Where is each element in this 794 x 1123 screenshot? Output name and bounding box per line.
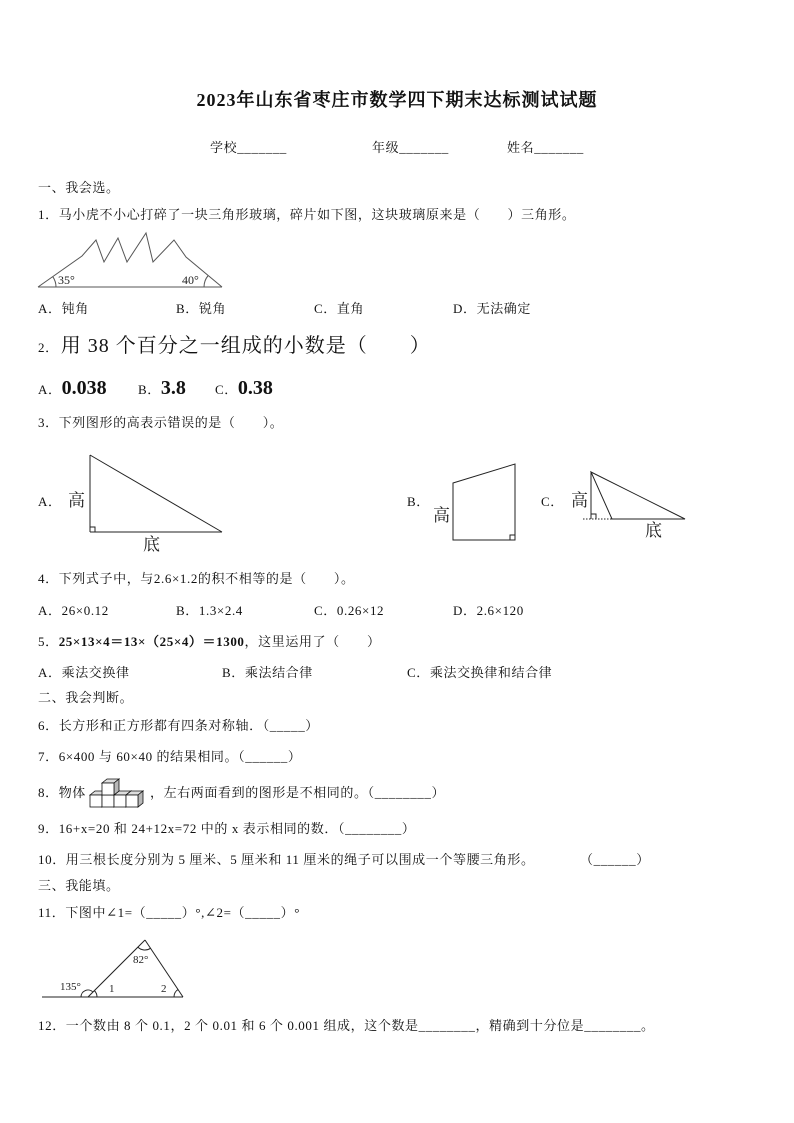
question-5 bbox=[38, 634, 381, 650]
question-3-text: 3．下列图形的高表示错误的是（ ）。 bbox=[38, 415, 284, 430]
trapezoid-outline bbox=[453, 464, 515, 540]
cube-stack-figure bbox=[88, 776, 148, 810]
question-12-text: 12．一个数由 8 个 0.1，2 个 0.01 和 6 个 0.001 组成，这个数是________，精确到十分位是________。 bbox=[38, 1018, 655, 1033]
q3-figure-b-label: B． bbox=[407, 494, 430, 509]
q3-figure-c-label: C． bbox=[541, 494, 564, 509]
q11-triangle-figure bbox=[38, 935, 190, 1003]
q1-option-a: A．钝角 bbox=[38, 301, 89, 316]
question-5-expression: 25×13×4＝13×（25×4）＝1300 bbox=[58, 634, 245, 649]
q3-figure-a-label: A． bbox=[38, 494, 62, 509]
q1-option-d: D．无法确定 bbox=[453, 301, 531, 316]
angle-2-label: 2 bbox=[161, 983, 167, 995]
right-angle-marker bbox=[591, 514, 596, 519]
triangle-c-base-label: 底 bbox=[645, 521, 662, 540]
q1-option-b: B．锐角 bbox=[176, 301, 227, 316]
apex-angle-label: 82° bbox=[133, 954, 149, 966]
question-4-text: 4．下列式子中，与2.6×1.2的积不相等的是（ ）。 bbox=[38, 571, 355, 586]
question-2-number: 2． bbox=[38, 340, 59, 355]
question-9-text: 9．16+x=20 和 24+12x=72 中的 x 表示相同的数．（________） bbox=[38, 821, 416, 836]
trapezoid-height-label: 高 bbox=[433, 506, 450, 525]
angle-1-arc bbox=[94, 991, 97, 997]
left-angle-arc bbox=[53, 277, 56, 287]
right-angle-arc bbox=[204, 276, 208, 288]
question-10-blank: （______） bbox=[580, 852, 650, 867]
q1-option-c: C．直角 bbox=[314, 301, 365, 316]
apex-angle-arc bbox=[138, 947, 151, 950]
triangle-a-base-label: 底 bbox=[143, 535, 160, 554]
question-6-text: 6．长方形和正方形都有四条对称轴．（_____） bbox=[38, 718, 319, 733]
question-5-text: ，这里运用了（ ） bbox=[244, 634, 381, 649]
grade-field: 年级_______ bbox=[372, 140, 449, 155]
q2-option-b bbox=[138, 376, 186, 402]
section-1-heading: 一、我会选。 bbox=[38, 180, 120, 195]
cube-top-stacked bbox=[102, 779, 119, 795]
q2-option-c bbox=[215, 376, 273, 402]
q2-option-b-value: 3.8 bbox=[160, 377, 186, 399]
q3-trapezoid-figure bbox=[428, 458, 520, 546]
question-5-number: 5． bbox=[38, 634, 59, 649]
triangle-c-height-label: 高 bbox=[571, 491, 588, 510]
exterior-angle-label: 135° bbox=[60, 981, 81, 993]
q5-option-c: C．乘法交换律和结合律 bbox=[407, 665, 553, 680]
q4-option-d: D．2.6×120 bbox=[453, 603, 524, 618]
section-3-heading: 三、我能填。 bbox=[38, 878, 120, 893]
q2-option-c-label: C． bbox=[215, 382, 238, 397]
q2-option-a bbox=[38, 376, 107, 402]
q2-option-a-value: 0.038 bbox=[61, 377, 107, 399]
question-8-suffix: ，左右两面看到的图形是不相同的。（________） bbox=[150, 785, 446, 800]
cube bbox=[126, 791, 143, 807]
broken-glass-figure bbox=[36, 232, 228, 292]
question-7-text: 7．6×400 与 60×40 的结果相同。（______） bbox=[38, 749, 302, 764]
triangle-c-outline bbox=[591, 472, 685, 519]
question-8-prefix: 8．物体 bbox=[38, 785, 86, 800]
q5-option-a: A．乘法交换律 bbox=[38, 665, 130, 680]
right-angle-marker bbox=[90, 527, 95, 532]
question-1-text: 1．马小虎不小心打碎了一块三角形玻璃，碎片如下图，这块玻璃原来是（ ）三角形。 bbox=[38, 207, 576, 222]
q3-obtuse-triangle-figure bbox=[566, 466, 690, 542]
q5-option-b: B．乘法结合律 bbox=[222, 665, 313, 680]
question-2 bbox=[38, 333, 431, 361]
question-2-text: 用 38 个百分之一组成的小数是（ ） bbox=[60, 335, 431, 357]
triangle-left-side bbox=[88, 940, 145, 997]
q4-option-c: C．0.26×12 bbox=[314, 603, 385, 618]
q4-option-a: A．26×0.12 bbox=[38, 603, 109, 618]
angle-2-arc bbox=[174, 990, 178, 998]
right-angle-label: 40° bbox=[182, 273, 199, 287]
section-2-heading: 二、我会判断。 bbox=[38, 690, 134, 705]
q3-right-triangle-figure bbox=[60, 450, 230, 558]
angle-1-label: 1 bbox=[109, 983, 115, 995]
q2-option-a-label: A． bbox=[38, 382, 62, 397]
q2-option-c-value: 0.38 bbox=[237, 377, 273, 399]
triangle-a-hypotenuse bbox=[90, 455, 222, 532]
right-angle-marker bbox=[510, 535, 515, 540]
q2-option-b-label: B． bbox=[138, 382, 161, 397]
question-10-text: 10．用三根长度分别为 5 厘米、5 厘米和 11 厘米的绳子可以围成一个等腰三角形。 bbox=[38, 852, 535, 867]
left-angle-label: 35° bbox=[58, 273, 75, 287]
q4-option-b: B．1.3×2.4 bbox=[176, 603, 243, 618]
question-11-text: 11．下图中∠1=（_____）°,∠2=（_____）° bbox=[38, 905, 301, 920]
name-field: 姓名_______ bbox=[507, 140, 584, 155]
exam-title: 2023年山东省枣庄市数学四下期末达标测试试题 bbox=[196, 90, 598, 110]
triangle-a-height-label: 高 bbox=[68, 491, 85, 510]
school-field: 学校_______ bbox=[210, 140, 287, 155]
